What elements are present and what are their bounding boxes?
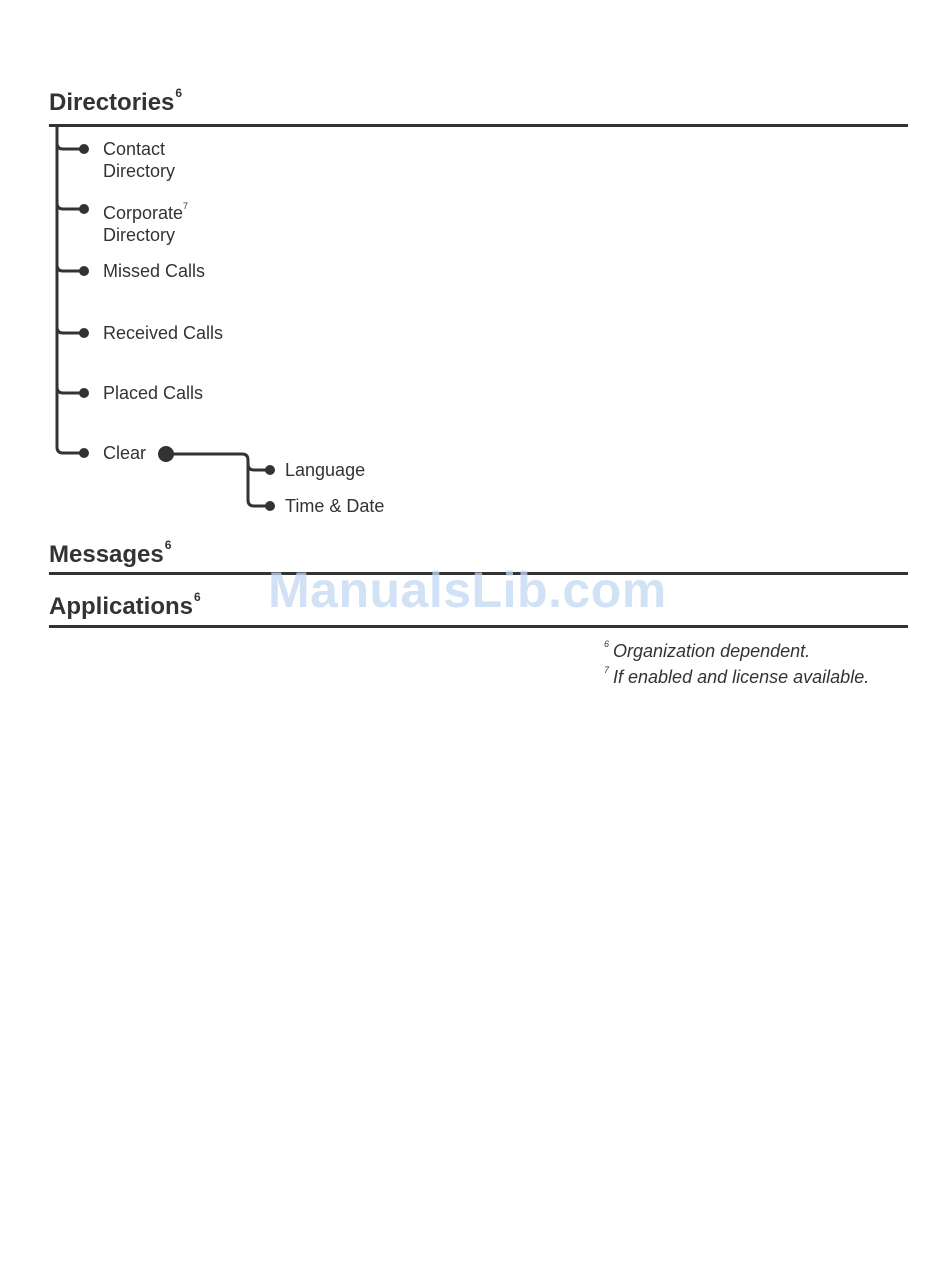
- footnotes: [604, 636, 869, 688]
- messages-title: Messages: [49, 541, 164, 568]
- footnote-6-text: Organization dependent.: [613, 641, 811, 661]
- corporate-label-line1: Corporate: [103, 203, 184, 223]
- watermark-text: ManualsLib.com: [268, 562, 667, 618]
- node-contact: [79, 144, 89, 154]
- messages-heading: [49, 538, 172, 568]
- node-received: [79, 328, 89, 338]
- branch-clear-sub: [166, 454, 270, 506]
- menu-item-corporate-directory[interactable]: [103, 198, 188, 246]
- footnote-6-marker: 6: [604, 639, 610, 649]
- applications-footnote-marker: 6: [194, 590, 201, 604]
- directories-footnote-marker: 6: [175, 86, 183, 100]
- applications-rule: [49, 625, 908, 628]
- menu-item-language[interactable]: Language: [285, 460, 366, 480]
- node-missed: [79, 266, 89, 276]
- menu-item-missed-calls[interactable]: Missed Calls: [103, 261, 206, 281]
- menu-item-contact-directory[interactable]: [103, 138, 175, 182]
- directories-title: Directories: [49, 89, 175, 116]
- node-language: [265, 465, 275, 475]
- contact-label-line2: Directory: [103, 161, 176, 181]
- node-time-date: [265, 501, 275, 511]
- node-corporate: [79, 204, 89, 214]
- messages-footnote-marker: 6: [164, 538, 172, 552]
- footnote-7-text: If enabled and license available.: [613, 667, 870, 687]
- menu-item-clear[interactable]: Clear: [103, 443, 147, 463]
- menu-item-received-calls[interactable]: Received Calls: [103, 323, 224, 343]
- menu-item-placed-calls[interactable]: Placed Calls: [103, 383, 204, 403]
- corporate-label-line2: Directory: [103, 225, 176, 245]
- footnote-7: [604, 662, 869, 688]
- corporate-footnote-marker: 7: [183, 201, 189, 211]
- menu-item-time-date[interactable]: Time & Date: [285, 496, 385, 516]
- applications-title: Applications: [49, 593, 194, 620]
- tree-trunk: [57, 126, 84, 453]
- node-clear: [79, 448, 89, 458]
- node-placed: [79, 388, 89, 398]
- footnote-6: [604, 636, 869, 662]
- applications-heading: [49, 590, 201, 620]
- contact-label-line1: Contact: [103, 139, 166, 159]
- node-clear-hub: [158, 446, 174, 462]
- footnote-7-marker: 7: [604, 665, 610, 675]
